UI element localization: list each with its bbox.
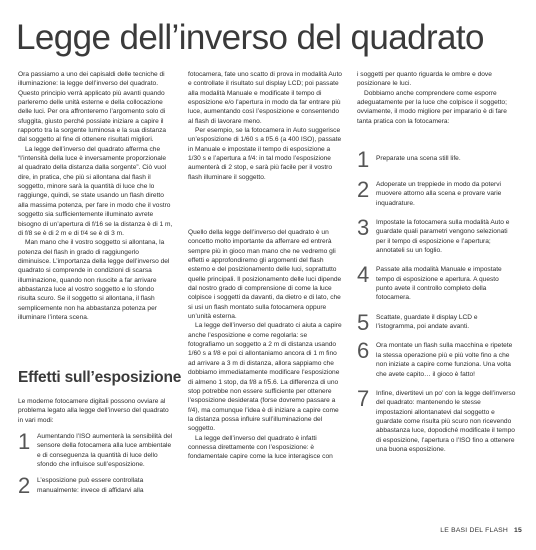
step-number: 2 xyxy=(18,473,31,499)
page-number: 15 xyxy=(514,527,522,534)
step-text: Aumentando l’ISO aumenterà la sensibilità del sensore della fotocamera alla luce ambientale e di conseguenza la quantità di luce dello sfondo che influisce sull’esposizione. xyxy=(37,433,173,469)
paragraph: Per esempio, se la fotocamera in Auto suggerisce un’esposizione di 1/60 s a f/5.6 (a 400 ISO), passate in Manuale e impostate il tempo di esposizione a 1/30 s e l’apertura a f/4: in tal modo l’esposizione aumenterà di 2 stop, e sarà più facile per il vostro flash illuminare il soggetto. xyxy=(188,127,342,181)
column-1-section xyxy=(18,397,173,499)
step-text: Preparate una scena still life. xyxy=(376,155,461,162)
footer-section: LE BASI DEL FLASH xyxy=(440,527,509,534)
paragraph: Quello della legge dell’inverso del quadrato è un concetto molto importante da afferrare ed entrerà sempre più in gioco man mano che ne vedremo gli effetti e approfondiremo gli argomenti del flash esterno e del posizionamento delle luci, soprattutto quelle principali. Il posizionamento delle luci dipende dal nostro grado di comprensione di come la luce colpisce i soggetti da davanti, da dietro e di lato, che si usi un flash montato sulla fotocamera oppure un’unità esterna. xyxy=(188,229,342,321)
step-text: Passate alla modalità Manuale e impostate tempo di esposizione e apertura. A questo punto avete il controllo completo della fotocamera. xyxy=(376,266,502,302)
list-item xyxy=(357,338,517,378)
paragraph: La legge dell’inverso del quadrato afferma che “l’intensità della luce è inversamente proporzionale al quadrato della distanza dalla sorgente”. Ciò vuol dire, in pratica, che più si allontana dal flash il soggetto, minore sarà la quantità di luce che lo raggiunge, quindi, se state usando un flash diretto alla massima potenza, per fare in modo che il vostro soggetto sia sufficientemente illuminato avrete bisogno di un’apertura di f/16 se la distanza è di 1 m, di f/8 se è di 2 m e di f/4 se è di 3 m. xyxy=(18,145,173,237)
step-number: 5 xyxy=(357,309,370,335)
list-item xyxy=(18,473,173,499)
step-number: 3 xyxy=(357,215,370,241)
paragraph: Dobbiamo anche comprendere come esporre adeguatamente per la luce che colpisce il soggetto; ovviamente, il modo migliore per imparario è di fare tanta pratica con la fotocamera: xyxy=(357,89,507,125)
step-text: Ora montate un flash sulla macchina e ripetete la stessa operazione più e più volte fino a che non iniziate a capire come funziona. Una volta che avete capito… il gioco è fatto! xyxy=(376,342,513,378)
paragraph: fotocamera, fate uno scatto di prova in modalità Auto e controllate il risultato sul display LCD; poi passate alla modalità Manuale e modificate il tempo di esposizione e/o l’apertura in modo da far entrare più luce, aumentando così l’esposizione e consentendo al flash di lavorare meno. xyxy=(188,71,342,125)
step-number: 1 xyxy=(357,147,370,172)
step-number: 4 xyxy=(357,262,370,288)
paragraph: Ora passiamo a uno dei capisaldi delle tecniche di illuminazione: la legge dell’inverso del quadrato. Questo principio verrà applicato più avanti quando parleremo delle unità esterne e della collocazione delle luci. Per ora affronteremo l’argomento solo di sfuggita, giusto perché possiate iniziare a capire il rapporto tra la sorgente luminosa e la sua distanza dal soggetto al fine di ottenere risultati migliori. xyxy=(18,71,167,144)
column-3-steps xyxy=(357,147,517,454)
list-item xyxy=(357,385,517,454)
paragraph: La legge dell’inverso del quadrato ci aiuta a capire anche l’esposizione e come regolarla: se fotografiamo un soggetto a 2 m di distanza usando 1/60 s a f/8 e poi ci allontaniamo ancora di 1 m fino ad arrivare a 3 m di distanza, allora sappiamo che dobbiamo immediatamente modificare l’esposizione di almeno 1 stop, da f/8 a f/5.6. La differenza di uno stop potrebbe non essere sufficiente per ottenere l’esposizione desiderata (forse dovremo passare a f/4), ma comunque l’idea è di iniziare a capire come la distanza possa influire sull’illuminazione del soggetto. xyxy=(188,322,342,433)
step-text: Scattate, guardate il display LCD e l’istogramma, poi andate avanti. xyxy=(376,313,478,331)
paragraph: i soggetti per quanto riguarda le ombre e dove posizionare le luci. xyxy=(357,71,492,88)
column-2-lower xyxy=(188,228,343,462)
paragraph: Le moderne fotocamere digitali possono ovviare al problema legato alla legge dell’inverso del quadrato in vari modi: xyxy=(18,398,169,424)
step-text: Adoperate un treppiede in modo da potervi muovere attorno alla scena e provare varie inquadrature. xyxy=(376,181,502,207)
list-item xyxy=(357,177,517,208)
column-1 xyxy=(18,70,173,322)
step-number: 7 xyxy=(357,385,370,411)
step-number: 2 xyxy=(357,177,370,202)
list-item xyxy=(357,309,517,335)
column-3 xyxy=(357,70,517,126)
page-footer xyxy=(440,527,522,534)
column-2 xyxy=(188,70,343,182)
step-number: 6 xyxy=(357,338,370,364)
paragraph: La legge dell’inverso del quadrato è infatti connessa direttamente con l’esposizione: è fondamentale capire come la luce interagisce con xyxy=(188,434,333,461)
step-text: L’esposizione può essere controllata manualmente: invece di affidarvi alla xyxy=(37,477,144,494)
list-item xyxy=(357,147,517,172)
paragraph: Man mano che il vostro soggetto si allontana, la potenza del flash in grado di raggiungerlo diminuisce. L’importanza della legge dell’inverso del quadrato si comprende in condizioni di scarsa illuminazione, quando non riuscite a far arrivare abbastanza luce al vostro soggetto e lo sfondo risulta scuro. Se il soggetto si allontana, il flash semplicemente non ha abbastanza potenza per illuminare l’intera scena. xyxy=(18,239,170,321)
list-item xyxy=(18,429,173,469)
list-item xyxy=(357,262,517,302)
list-item xyxy=(357,215,517,255)
page-title: Legge dell’inverso del quadrato xyxy=(16,18,484,57)
section-heading: Effetti sull’esposizione xyxy=(18,369,182,386)
step-number: 1 xyxy=(18,429,31,455)
step-text: Impostate la fotocamera sulla modalità Auto e guardate quali parametri vengono selezionati per il tempo di esposizione e l’apertura; annotateli su un foglio. xyxy=(376,219,510,255)
step-text: Infine, divertitevi un po’ con la legge dell’inverso del quadrato: mantenendo le stesse impostazioni allontanatevi dal soggetto e guardate come risulta più scuro non ricevendo abbastanza luce, dopodiché modificate il tempo di esposizione, l’apertura o l’ISO fino a ottenere una buona esposizione. xyxy=(376,389,516,453)
